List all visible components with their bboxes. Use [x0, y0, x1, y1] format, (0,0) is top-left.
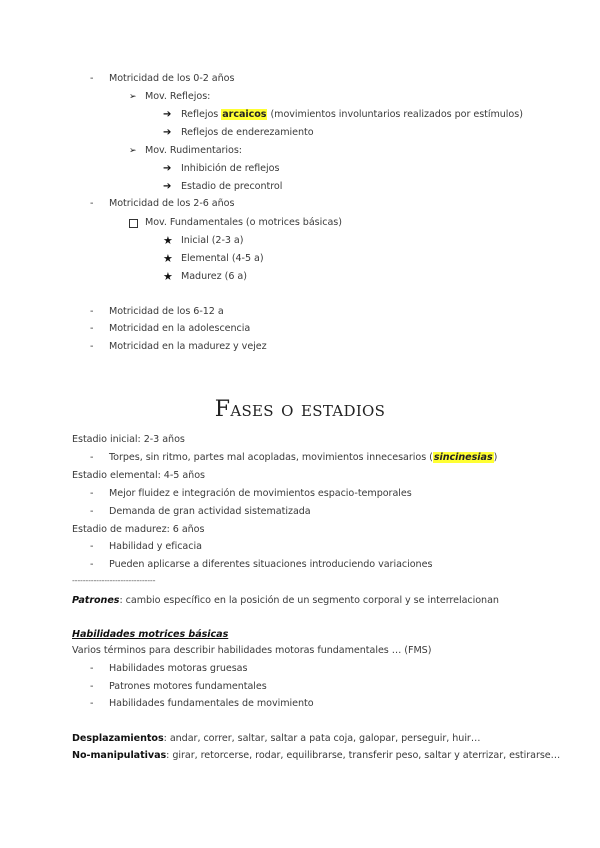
highlight-arcaicos: arcaicos — [222, 109, 267, 120]
dash-bullet: - — [90, 698, 94, 709]
outline-madurez: Madurez (6 a) — [181, 271, 247, 282]
outline-precontrol: Estadio de precontrol — [181, 181, 283, 192]
dash-bullet: - — [90, 541, 94, 552]
patrones-label: Patrones — [72, 595, 120, 606]
estadio-elemental-item: Mejor fluidez e integración de movimientos espacio-temporales — [109, 488, 412, 499]
dash-bullet: - — [90, 198, 94, 209]
dash-bullet: - — [90, 559, 94, 570]
estadio-elemental-item: Demanda de gran actividad sistematizada — [109, 506, 311, 517]
separator-line: ------------------------------- — [72, 576, 156, 585]
dash-bullet: - — [90, 488, 94, 499]
section-title: Fases o estadios — [214, 397, 386, 422]
estadio-inicial-heading: Estadio inicial: 2-3 años — [72, 434, 185, 445]
outline-inhibicion: Inhibición de reflejos — [181, 163, 280, 174]
star-icon: ★ — [163, 234, 173, 247]
outline-item-adolescencia: Motricidad en la adolescencia — [109, 323, 251, 334]
outline-item-6-12: Motricidad de los 6-12 a — [109, 306, 224, 317]
dash-bullet: - — [90, 73, 94, 84]
outline-rudimentarios: Mov. Rudimentarios: — [145, 145, 242, 156]
outline-item-madurez-vejez: Motricidad en la madurez y vejez — [109, 341, 267, 352]
right-arrow-icon: ➔ — [163, 181, 172, 192]
estadio-inicial-desc: Torpes, sin ritmo, partes mal acopladas, movimientos innecesarios (sincinesias) — [109, 452, 498, 463]
outline-fundamentales: Mov. Fundamentales (o motrices básicas) — [145, 217, 342, 228]
desplazamientos-label: Desplazamientos — [72, 733, 164, 744]
arrowhead-icon: ➢ — [129, 146, 137, 156]
outline-inicial: Inicial (2-3 a) — [181, 235, 244, 246]
habilidades-heading: Habilidades motrices básicas — [72, 629, 229, 640]
dash-bullet: - — [90, 681, 94, 692]
dash-bullet: - — [90, 306, 94, 317]
outline-reflejos-arcaicos: Reflejos arcaicos (movimientos involuntarios realizados por estímulos) — [181, 109, 523, 120]
estadio-madurez-item: Pueden aplicarse a diferentes situaciones introduciendo variaciones — [109, 559, 433, 570]
no-manipulativas-label: No-manipulativas — [72, 750, 167, 761]
habilidades-item: Habilidades motoras gruesas — [109, 663, 248, 674]
habilidades-item: Patrones motores fundamentales — [109, 681, 267, 692]
dash-bullet: - — [90, 506, 94, 517]
dash-bullet: - — [90, 341, 94, 352]
highlight-sincinesias: sincinesias — [433, 452, 493, 463]
star-icon: ★ — [163, 252, 173, 265]
arrowhead-icon: ➢ — [129, 92, 137, 102]
estadio-madurez-item: Habilidad y eficacia — [109, 541, 202, 552]
estadio-madurez-heading: Estadio de madurez: 6 años — [72, 524, 205, 535]
habilidades-intro: Varios términos para describir habilidades motoras fundamentales … (FMS) — [72, 645, 432, 656]
square-bullet-icon — [129, 219, 138, 228]
right-arrow-icon: ➔ — [163, 163, 172, 174]
star-icon: ★ — [163, 270, 173, 283]
dash-bullet: - — [90, 663, 94, 674]
dash-bullet: - — [90, 323, 94, 334]
no-manipulativas-line: No-manipulativas: girar, retorcerse, rodar, equilibrarse, transferir peso, saltar y aterrizar, estirarse… — [72, 750, 561, 761]
outline-reflejos: Mov. Reflejos: — [145, 91, 211, 102]
patrones-definition: Patrones: cambio específico en la posición de un segmento corporal y se interrelacionan — [72, 595, 499, 606]
right-arrow-icon: ➔ — [163, 109, 172, 120]
outline-item-2-6: Motricidad de los 2-6 años — [109, 198, 235, 209]
habilidades-item: Habilidades fundamentales de movimiento — [109, 698, 314, 709]
right-arrow-icon: ➔ — [163, 127, 172, 138]
outline-item-0-2: Motricidad de los 0-2 años — [109, 73, 235, 84]
outline-elemental: Elemental (4-5 a) — [181, 253, 264, 264]
desplazamientos-line: Desplazamientos: andar, correr, saltar, saltar a pata coja, galopar, perseguir, huir… — [72, 733, 481, 744]
estadio-elemental-heading: Estadio elemental: 4-5 años — [72, 470, 205, 481]
outline-reflejos-enderezamiento: Reflejos de enderezamiento — [181, 127, 314, 138]
dash-bullet: - — [90, 452, 94, 463]
